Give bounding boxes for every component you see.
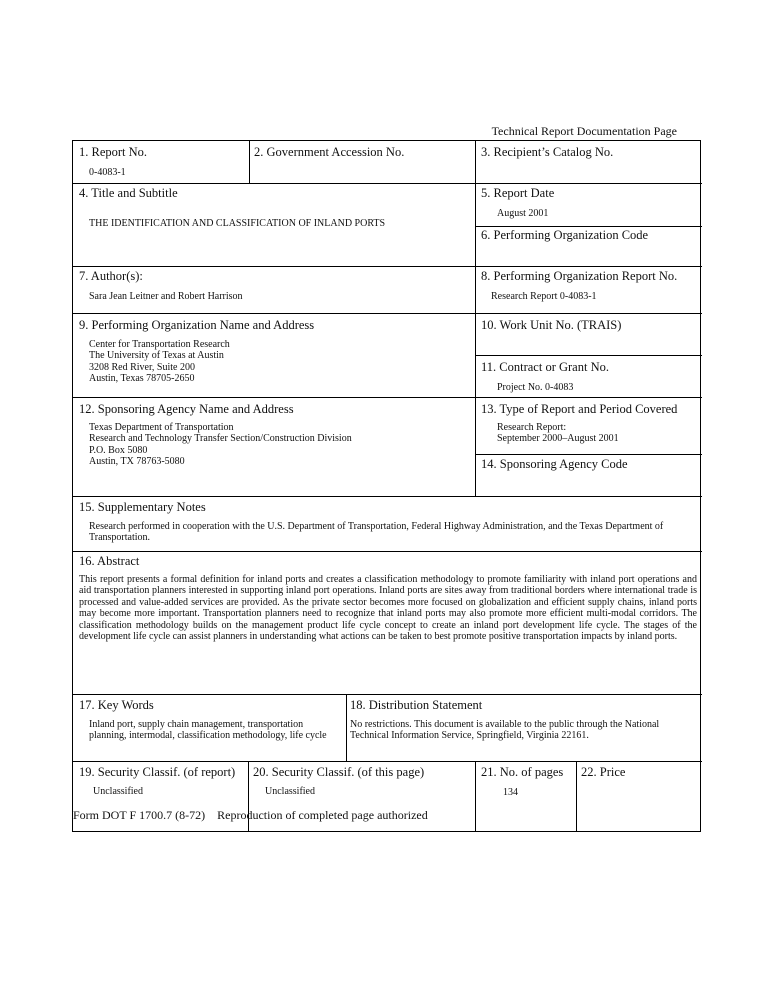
report-no-value: 0-4083-1: [89, 167, 126, 178]
report-no-label: 1. Report No.: [79, 145, 148, 159]
divider: [73, 761, 702, 762]
authors-value: Sara Jean Leitner and Robert Harrison: [89, 291, 243, 302]
contract-label: 11. Contract or Grant No.: [481, 360, 609, 374]
divider: [249, 141, 250, 183]
divider: [475, 761, 476, 831]
contract-value: Project No. 0-4083: [497, 382, 574, 393]
perf-org-name-label: 9. Performing Organization Name and Address: [79, 318, 315, 332]
work-unit-label: 10. Work Unit No. (TRAIS): [481, 318, 622, 332]
form-number: Form DOT F 1700.7 (8-72): [73, 808, 206, 822]
report-type-label: 13. Type of Report and Period Covered: [481, 402, 678, 416]
perf-org-code-label: 6. Performing Organization Code: [481, 228, 649, 242]
report-type-line: Research Report:: [497, 422, 567, 433]
sponsor-label: 12. Sponsoring Agency Name and Address: [79, 402, 294, 416]
pages-value: 134: [503, 787, 518, 798]
divider: [73, 694, 702, 695]
abstract-value: This report presents a formal definition for inland ports and creates a classification methodology to promote familiarity with inland port operations and aid transportation planners interested in supporting inland port operations. Inland ports are sites away from traditional borders where international trade is processed and value-added services are provided. As the private sector becomes more focused on globalization and efficient supply chains, inland ports may become more important. Transportation planners need to recognize that inland ports may also promote more efficient multi-modal corridors. The classification methodology builds on the management product life cycle concept to create an inland port development life cycle. The stages of the development life cycle can assist planners in understanding what actions can be taken to best promote positive transportation impacts by inland ports.: [79, 574, 697, 643]
perf-org-name-line: Austin, Texas 78705-2650: [89, 373, 195, 384]
title-label: 4. Title and Subtitle: [79, 186, 178, 200]
perf-org-name-line: 3208 Red River, Suite 200: [89, 362, 195, 373]
divider: [73, 183, 702, 184]
perf-org-report-value: Research Report 0-4083-1: [491, 291, 597, 302]
perf-org-name-line: The University of Texas at Austin: [89, 350, 224, 361]
report-date-label: 5. Report Date: [481, 186, 555, 200]
key-words-value: Inland port, supply chain management, transportation planning, intermodal, classification methodology, life cycle: [89, 719, 327, 742]
divider: [475, 141, 476, 496]
perf-org-name-line: Center for Transportation Research: [89, 339, 230, 350]
perf-org-report-label: 8. Performing Organization Report No.: [481, 269, 678, 283]
footer: [73, 808, 428, 823]
supplementary-label: 15. Supplementary Notes: [79, 500, 206, 514]
divider: [73, 266, 702, 267]
divider: [73, 496, 702, 497]
security-report-label: 19. Security Classif. (of report): [79, 765, 236, 779]
divider: [576, 761, 577, 831]
report-type-line: September 2000–August 2001: [497, 433, 619, 444]
reproduction-note: Reproduction of completed page authorized: [217, 808, 428, 822]
documentation-form: [72, 140, 701, 832]
divider: [73, 313, 702, 314]
security-page-label: 20. Security Classif. (of this page): [253, 765, 425, 779]
title-value: THE IDENTIFICATION AND CLASSIFICATION OF INLAND PORTS: [89, 218, 386, 229]
price-label: 22. Price: [581, 765, 626, 779]
sponsor-line: Austin, TX 78763-5080: [89, 456, 185, 467]
sponsor-line: Research and Technology Transfer Section/Construction Division: [89, 433, 352, 444]
security-report-value: Unclassified: [93, 786, 143, 797]
gov-accession-label: 2. Government Accession No.: [254, 145, 405, 159]
divider: [346, 694, 347, 761]
divider: [73, 551, 702, 552]
divider: [73, 397, 702, 398]
recipient-catalog-label: 3. Recipient’s Catalog No.: [481, 145, 614, 159]
divider: [475, 226, 702, 227]
security-page-value: Unclassified: [265, 786, 315, 797]
divider: [475, 454, 702, 455]
sponsor-line: Texas Department of Transportation: [89, 422, 234, 433]
report-date-value: August 2001: [497, 208, 549, 219]
distribution-label: 18. Distribution Statement: [350, 698, 483, 712]
authors-label: 7. Author(s):: [79, 269, 143, 283]
supplementary-value: Research performed in cooperation with the U.S. Department of Transportation, Federal Highway Administration, and the Texas Department of Transportation.: [89, 521, 664, 544]
pages-label: 21. No. of pages: [481, 765, 564, 779]
sponsor-code-label: 14. Sponsoring Agency Code: [481, 457, 628, 471]
key-words-label: 17. Key Words: [79, 698, 154, 712]
page-header: Technical Report Documentation Page: [491, 124, 677, 138]
abstract-label: 16. Abstract: [79, 554, 140, 568]
distribution-value: No restrictions. This document is available to the public through the National Technical Information Service, Springfield, Virginia 22161.: [350, 719, 660, 742]
divider: [475, 355, 702, 356]
sponsor-line: P.O. Box 5080: [89, 445, 148, 456]
